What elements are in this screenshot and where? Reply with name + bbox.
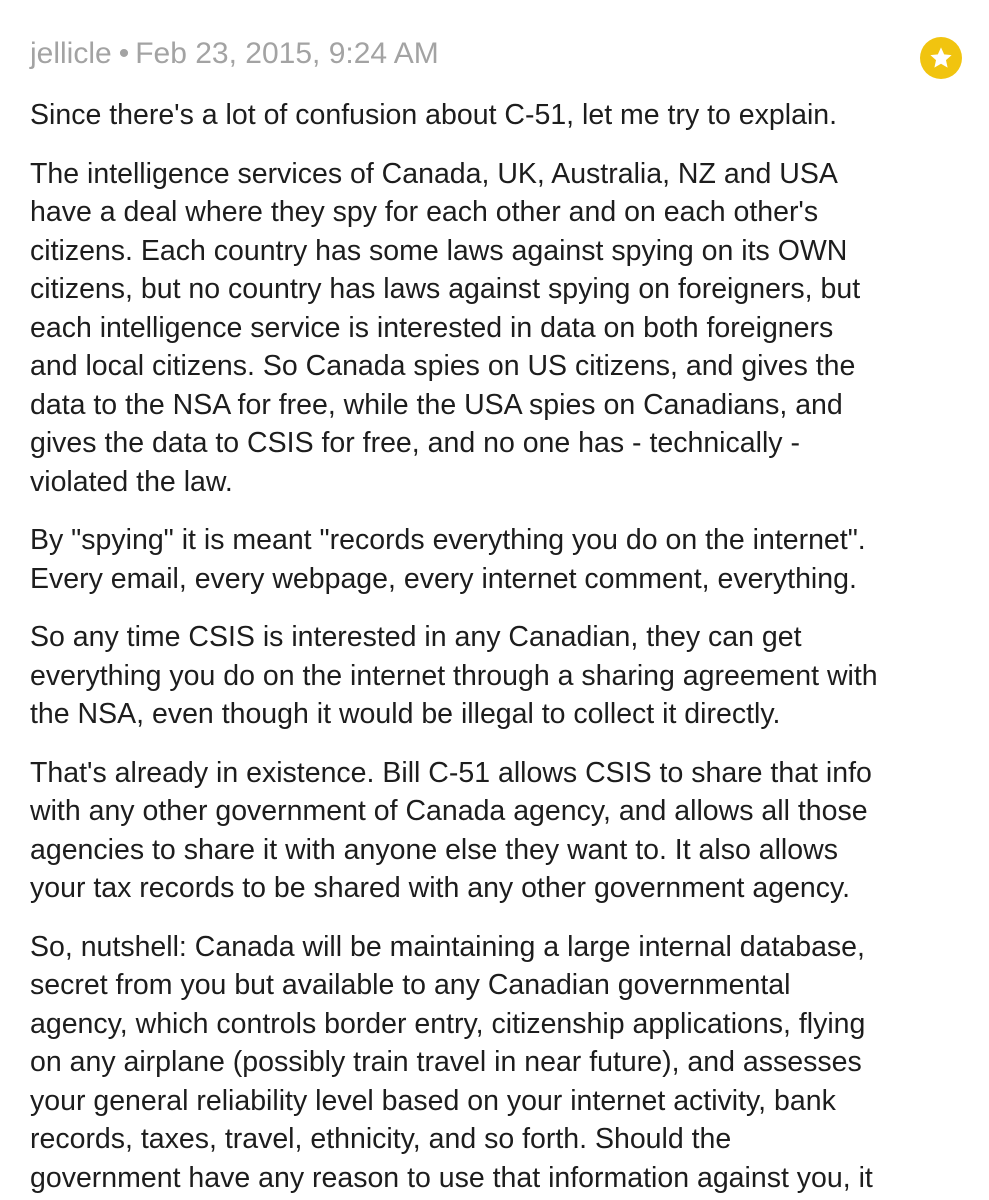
text-line: on any airplane (possibly train travel in near future), and assesses (30, 1046, 862, 1078)
text-line: agencies to share it with anyone else they want to. It also allows (30, 833, 838, 866)
text-line: government have any reason to use that information against you, it (30, 1161, 873, 1194)
text-line: secret from you but available to any Canadian governmental (30, 969, 791, 1001)
text-line: By "spying" it is meant "records everything you do on the internet". (30, 524, 866, 556)
text-line: gives the data to CSIS for free, and no one has - technically - (30, 427, 800, 459)
text-line: That's already in existence. Bill C-51 allows CSIS to share that info (30, 756, 872, 789)
star-icon[interactable] (920, 37, 962, 79)
comment-body (30, 96, 970, 1200)
paragraph-5 (30, 754, 970, 908)
paragraph-3 (30, 521, 970, 598)
text-line: citizens, but no country has laws against spying on foreigners, but (30, 273, 861, 305)
text-line: Since there's a lot of confusion about C-51, let me try to explain. (30, 99, 838, 131)
text-line: So, nutshell: Canada will be maintaining a large internal database, (30, 930, 865, 963)
text-line: violated the law. (30, 465, 233, 498)
text-line: each intelligence service is interested in data on both foreigners (30, 311, 834, 344)
text-line: your general reliability level based on your internet activity, bank (30, 1084, 836, 1117)
text-line: So any time CSIS is interested in any Canadian, they can get (30, 621, 802, 653)
text-line: Every email, every webpage, every internet comment, everything. (30, 562, 857, 595)
paragraph-4 (30, 618, 970, 734)
text-line: and local citizens. So Canada spies on US citizens, and gives the (30, 350, 856, 382)
text-line: data to the NSA for free, while the USA spies on Canadians, and (30, 388, 843, 421)
text-line: citizens. Each country has some laws against spying on its OWN (30, 234, 848, 267)
text-line: your tax records to be shared with any other government agency. (30, 872, 851, 904)
text-line: The intelligence services of Canada, UK, Australia, NZ and USA (30, 157, 838, 190)
text-line: agency, which controls border entry, citizenship applications, flying (30, 1007, 866, 1040)
paragraph-2 (30, 155, 970, 502)
paragraph-6 (30, 928, 970, 1198)
star-glyph (928, 45, 954, 71)
text-line: with any other government of Canada agency, and allows all those (30, 795, 868, 827)
text-line: everything you do on the internet through a sharing agreement with (30, 659, 878, 692)
comment-meta (30, 34, 439, 74)
meta-separator: • (118, 37, 130, 70)
author-name[interactable]: jellicle (30, 37, 112, 70)
paragraph-1 (30, 96, 970, 135)
text-line: records, taxes, travel, ethnicity, and so forth. Should the (30, 1123, 732, 1155)
comment-timestamp: Feb 23, 2015, 9:24 AM (135, 37, 439, 70)
text-line: have a deal where they spy for each other and on each other's (30, 196, 819, 228)
text-line: the NSA, even though it would be illegal to collect it directly. (30, 698, 781, 730)
